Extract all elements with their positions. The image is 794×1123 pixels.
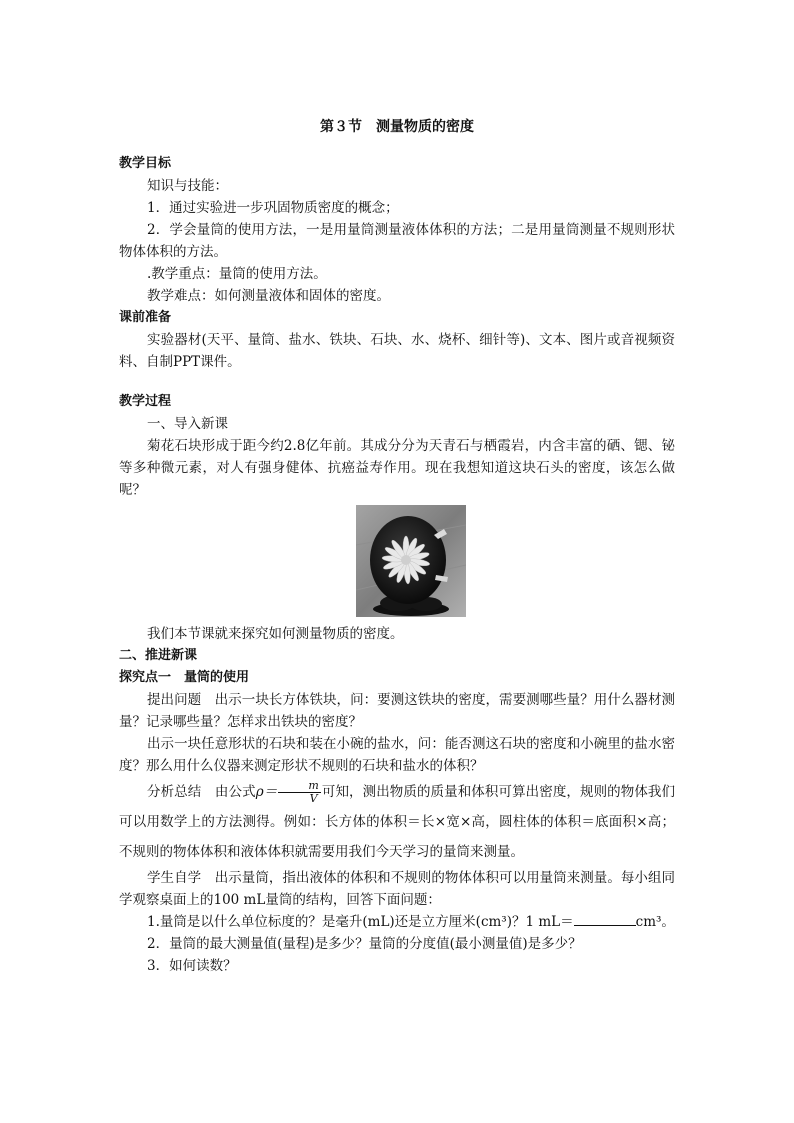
knowledge-label: 知识与技能： (147, 178, 228, 194)
after-image-text: 我们本节课就来探究如何测量物质的密度。 (147, 626, 404, 642)
rho-symbol: ρ＝ (255, 784, 278, 800)
fraction-numerator: m (278, 780, 320, 793)
question-1: 提出问题 出示一块长方体铁块，问：要测这铁块的密度，需要测哪些量？用什么器材测量？记录哪些量？怎样求出铁块的密度？ (119, 692, 675, 730)
heading-explore-1: 探究点一 量筒的使用 (119, 670, 250, 685)
difficulty: 教学难点：如何测量液体和固体的密度。 (147, 288, 390, 304)
heading-process: 教学过程 (119, 394, 172, 409)
heading-new-lesson: 二、推进新课 (119, 648, 198, 663)
summary-rest: 可知，测出物质的质量和体积可算出密度，规则的物体我们可以用数学上的方法测得。例如：长方体的体积＝长×宽×高，圆柱体的体积＝底面积×高；不规则的物体体积和液体体积就需要用我们今天学习的量筒来测量。 (119, 784, 676, 860)
spacer (119, 373, 675, 391)
intro-heading: 一、导入新课 (147, 416, 228, 432)
study-question-2: 2．量筒的最大测量值(量程)是多少？量筒的分度值(最小测量值)是多少？ (147, 936, 582, 952)
density-fraction (278, 780, 320, 805)
heading-prep: 课前准备 (119, 310, 172, 325)
study-question-1 (119, 911, 675, 933)
intro-text: 菊花石块形成于距今约2.8亿年前。其成分分为天青石与栖霞岩，内含丰富的硒、锶、铋等多种微元素，对人有强身健体、抗癌益寿作用。现在我想知道这块石头的密度，该怎么做呢？ (119, 438, 675, 498)
summary-lead: 分析总结 由公式 (147, 784, 256, 800)
image-container (119, 505, 675, 617)
chrysanthemum-stone-icon (356, 505, 466, 617)
key-point: .教学重点：量筒的使用方法。 (147, 266, 327, 282)
study-question-1-unit: cm³。 (635, 914, 675, 930)
question-2: 出示一块任意形状的石块和装在小碗的盐水，问：能否测这石块的密度和小碗里的盐水密度？那么用什么仪器来测定形状不规则的石块和盐水的体积？ (119, 736, 675, 774)
chrysanthemum-stone-image (356, 505, 466, 617)
heading-goals: 教学目标 (119, 156, 172, 171)
study-question-1-lead: 1.量筒是以什么单位标度的？是毫升(mL)还是立方厘米(cm³)？1 mL＝ (147, 914, 574, 930)
document-body (119, 153, 675, 977)
answer-blank[interactable] (574, 911, 636, 926)
study-question-3: 3．如何读数？ (147, 958, 237, 974)
fraction-denominator: V (309, 792, 318, 805)
prep-text: 实验器材(天平、量筒、盐水、铁块、石块、水、烧杯、细针等)、文本、图片或音视频资料、自制PPT课件。 (119, 332, 675, 370)
summary-paragraph (119, 777, 675, 867)
page-title: 第３节 测量物质的密度 (320, 119, 474, 135)
goal-item-2: 2．学会量筒的使用方法，一是用量筒测量液体体积的方法；二是用量筒测量不规则形状物体体积的方法。 (119, 222, 675, 260)
self-study-text: 学生自学 出示量筒，指出液体的体积和不规则的物体体积可以用量筒来测量。每小组同学观察桌面上的100 mL量筒的结构，回答下面问题： (119, 870, 675, 908)
goal-item-1: 1．通过实验进一步巩固物质密度的概念； (147, 200, 399, 216)
